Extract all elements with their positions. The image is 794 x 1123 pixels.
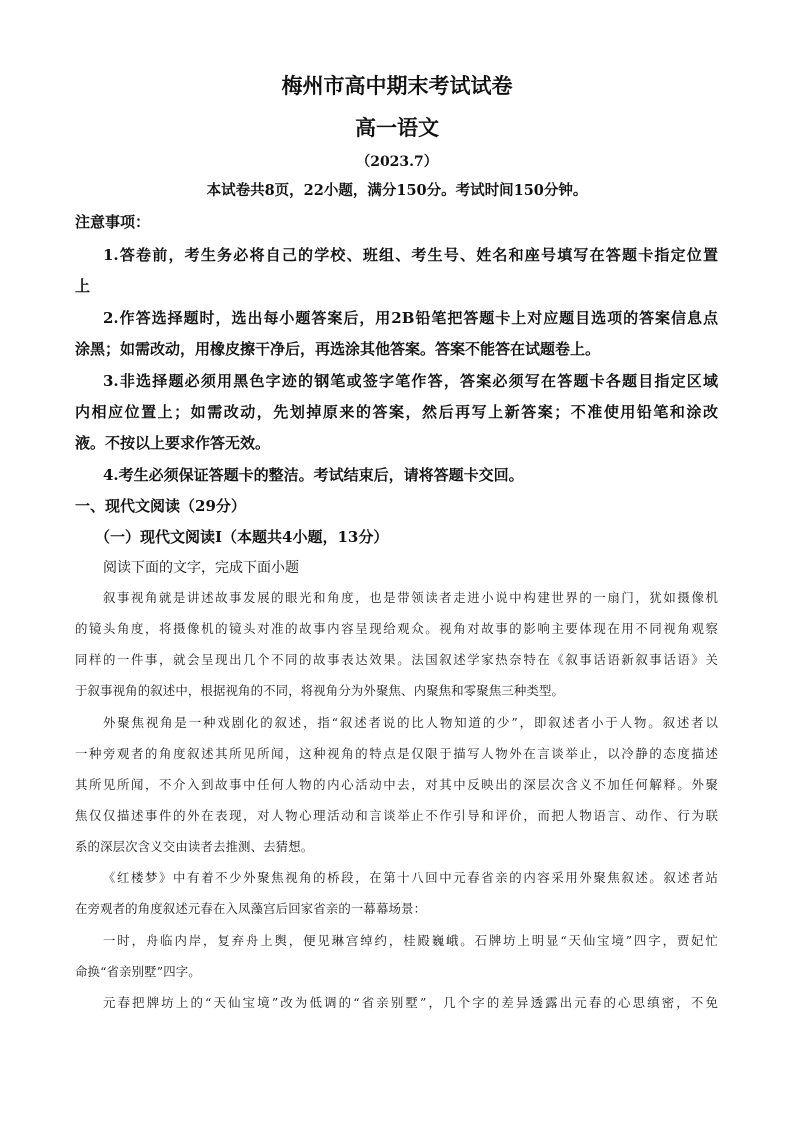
notice-item-1-line-1: 1.答卷前，考生务必将自己的学校、班组、考生号、姓名和座号填写在答题卡指定位置 [103, 246, 718, 264]
subsection-title: （一）现代文阅读Ⅰ（本题共4小题，13分） [95, 528, 389, 546]
exam-title: 梅州市高中期末考试试卷 [281, 73, 513, 98]
passage-p2-line-4: 焦仅仅描述事件的外在表现，对人物心理活动和言谈举止不作引导和评价，而把人物语言、动作、行为联 [75, 808, 718, 823]
passage-p4-line-1: 元春把牌坊上的“天仙宝境”改为低调的“省亲别墅”，几个字的差异透露出元春的心思缜密，不免 [103, 995, 718, 1010]
notice-item-3-line-3: 液。不按以上要求作答无效。 [75, 434, 271, 452]
passage-p3-line-2: 在旁观者的角度叙述元春在入凤藻宫后回家省亲的一幕幕场景： [75, 901, 427, 916]
passage-p1-line-3: 同样的一件事，就会呈现出几个不同的故事表达效果。法国叙述学家热奈特在《叙事话语新叙事话语》关 [75, 652, 718, 667]
notice-item-3-line-1: 3.非选择题必须用黑色字迹的钢笔或签字笔作答，答案必须写在答题卡各题目指定区域 [103, 372, 718, 390]
passage-p1-line-2: 的镜头角度，将摄像机的镜头对准的故事内容呈现给观众。视角对故事的影响主要体现在用不同视角观察 [75, 621, 718, 636]
passage-p1-line-1: 叙事视角就是讲述故事发展的眼光和角度，也是带领读者走进小说中构建世界的一扇门，犹如摄像机 [103, 590, 718, 605]
passage-quote-line-2: 命换“省亲别墅”四字。 [75, 964, 201, 979]
exam-subject: 高一语文 [355, 115, 439, 140]
reading-instruction: 阅读下面的文字，完成下面小题 [103, 560, 299, 576]
notice-item-3-line-2: 内相应位置上；如需改动，先划掉原来的答案，然后再写上新答案；不准使用铅笔和涂改 [75, 403, 718, 421]
notice-item-4-line-1: 4.考生必须保证答题卡的整洁。考试结束后，请将答题卡交回。 [103, 466, 524, 484]
notice-heading: 注意事项： [75, 213, 151, 231]
passage-p1-line-4: 于叙事视角的叙述中，根据视角的不同，将视角分为外聚焦、内聚焦和零聚焦三种类型。 [75, 683, 565, 698]
exam-info: 本试卷共8页，22小题，满分150分。考试时间150分钟。 [206, 182, 588, 199]
notice-item-2-line-1: 2.作答选择题时，选出每小题答案后，用2B铅笔把答题卡上对应题目选项的答案信息点 [103, 309, 718, 327]
section-title: 一、现代文阅读（29分） [75, 497, 246, 515]
passage-p2-line-1: 外聚焦视角是一种戏剧化的叙述，指“叙述者说的比人物知道的少”，即叙述者小于人物。叙述者以 [103, 715, 718, 730]
passage-p2-line-3: 其所见所闻，不介入到故事中任何人物的内心活动中去，对其中反映出的深层次含义不加任何解释。外聚 [75, 777, 718, 792]
passage-quote-line-1: 一时，舟临内岸，复弃舟上舆，便见琳宫绰约，桂殿巍峨。石牌坊上明显“天仙宝境”四字，贾妃忙 [103, 933, 718, 948]
notice-item-1-line-2: 上 [75, 277, 91, 295]
passage-p2-line-2: 一种旁观者的角度叙述其所见所闻，这种视角的特点是仅限于描写人物外在言谈举止，以冷静的态度描述 [75, 746, 718, 761]
passage-p3-line-1: 《红楼梦》中有着不少外聚焦视角的桥段，在第十八回中元春省亲的内容采用外聚焦叙述。叙述者站 [103, 870, 718, 885]
exam-date: （2023.7） [356, 154, 438, 170]
notice-item-2-line-2: 涂黑；如需改动，用橡皮擦干净后，再选涂其他答案。答案不能答在试题卷上。 [75, 340, 601, 358]
passage-p2-line-5: 系的深层次含义交由读者去推测、去猜想。 [75, 839, 314, 854]
